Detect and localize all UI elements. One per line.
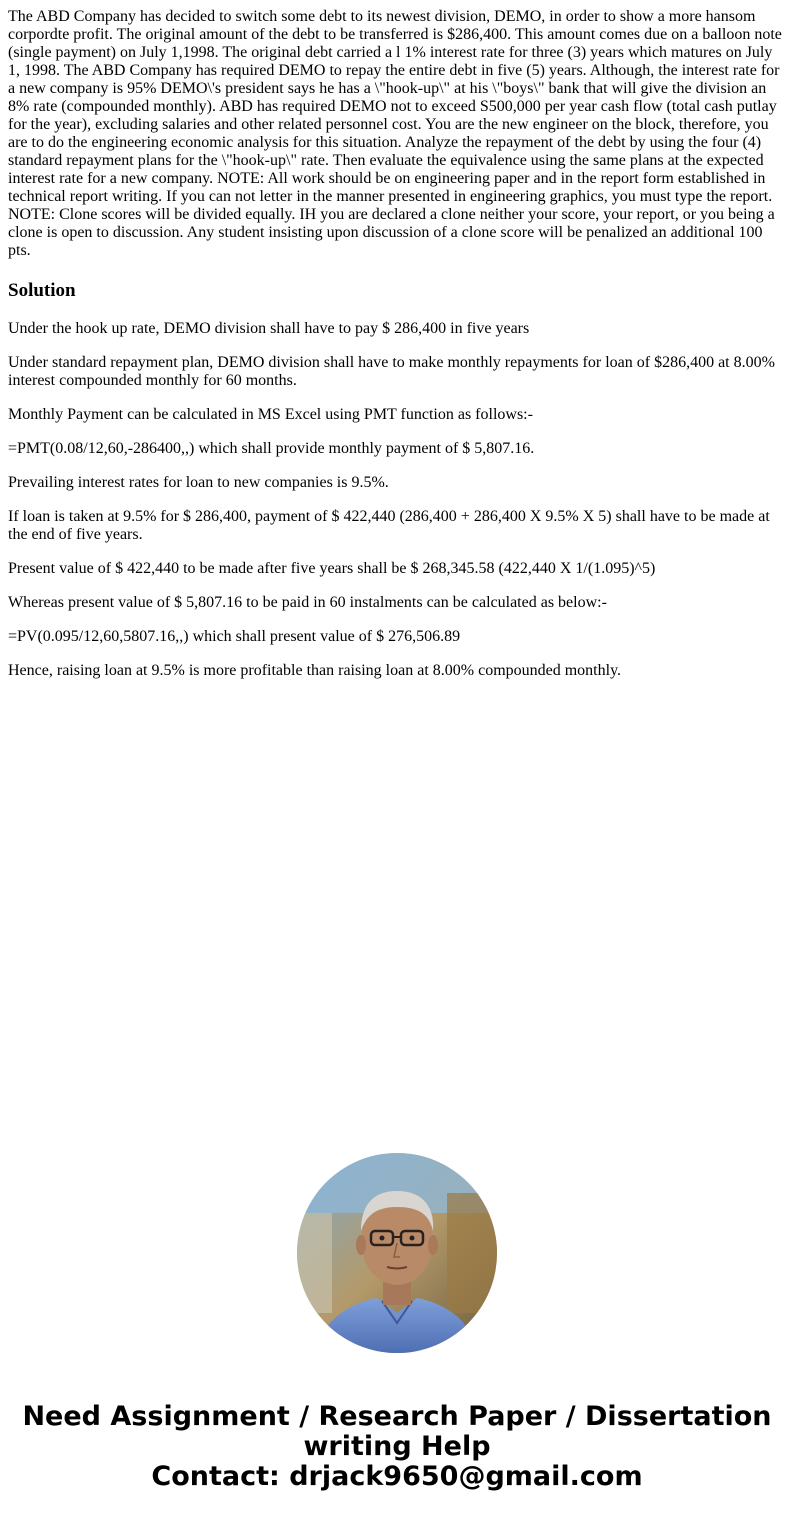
solution-paragraph: Hence, raising loan at 9.5% is more profitable than raising loan at 8.00% compounded monthly. xyxy=(8,662,622,679)
tutor-portrait-icon xyxy=(297,1153,497,1353)
solution-paragraph: Under standard repayment plan, DEMO division shall have to make monthly repayments for loan of $286,400 at 8.00% interest compounded monthly for 60 months. xyxy=(8,354,775,389)
solution-paragraph: =PV(0.095/12,60,5807.16,,) which shall present value of $ 276,506.89 xyxy=(8,628,461,645)
question-text: The ABD Company has decided to switch some debt to its newest division, DEMO, in order to show a more hansom corpordte profit. The original amount of the debt to be transferred is $286,400. This amount comes due on a balloon note (single payment) on July 1,1998. The original debt carried a l 1% interest rate for three (3) years which matures on July 1, 1998. The ABD Company has required DEMO to repay the entire debt in five (5) years. Although, the interest rate for a new company is 95% DEMO\'s president says he has a \"hook-up\" at his \"boys\" bank that will give the division an 8% rate (compounded monthly). ABD has required DEMO not to exceed S500,000 per year cash flow (total cash putlay for the year), excluding salaries and other related personnel cost. You are the new engineer on the block, therefore, you are to do the engineering economic analysis for this situation. Analyze the repayment of the debt by using the four (4) standard repayment plans for the \"hook-up\" rate. Then evaluate the equivalence using the same plans at the expected interest rate for a new company. NOTE: All work should be on engineering paper and in the report form established in technical report writing. If you can not letter in the manner presented in engineering graphics, you must type the report. NOTE: Clone scores will be divided equally. IH you are declared a clone neither your score, your report, or you being a clone is open to discussion. Any student insisting upon discussion of a clone score will be penalized an additional 100 pts. xyxy=(8,8,782,259)
avatar xyxy=(297,1153,497,1353)
footer-line: writing Help xyxy=(303,1431,491,1462)
solution-paragraph: Present value of $ 422,440 to be made after five years shall be $ 268,345.58 (422,440 X 1/(1.095)^5) xyxy=(8,560,656,577)
solution-paragraph: Whereas present value of $ 5,807.16 to be paid in 60 instalments can be calculated as below:- xyxy=(8,594,607,611)
footer-contact-email: Contact: drjack9650@gmail.com xyxy=(151,1461,643,1492)
solution-paragraph: =PMT(0.08/12,60,-286400,,) which shall provide monthly payment of $ 5,807.16. xyxy=(8,440,535,457)
solution-paragraph: Under the hook up rate, DEMO division shall have to pay $ 286,400 in five years xyxy=(8,320,530,337)
solution-paragraph: Monthly Payment can be calculated in MS Excel using PMT function as follows:- xyxy=(8,406,533,423)
solution-heading: Solution xyxy=(8,280,76,301)
footer-contact xyxy=(0,1402,794,1492)
document-body xyxy=(8,8,786,680)
footer-line: Need Assignment / Research Paper / Dissertation xyxy=(22,1401,772,1432)
solution-paragraph: If loan is taken at 9.5% for $ 286,400, payment of $ 422,440 (286,400 + 286,400 X 9.5% X 5) shall have to be made at the end of five years. xyxy=(8,508,770,543)
solution-paragraph: Prevailing interest rates for loan to new companies is 9.5%. xyxy=(8,474,389,491)
